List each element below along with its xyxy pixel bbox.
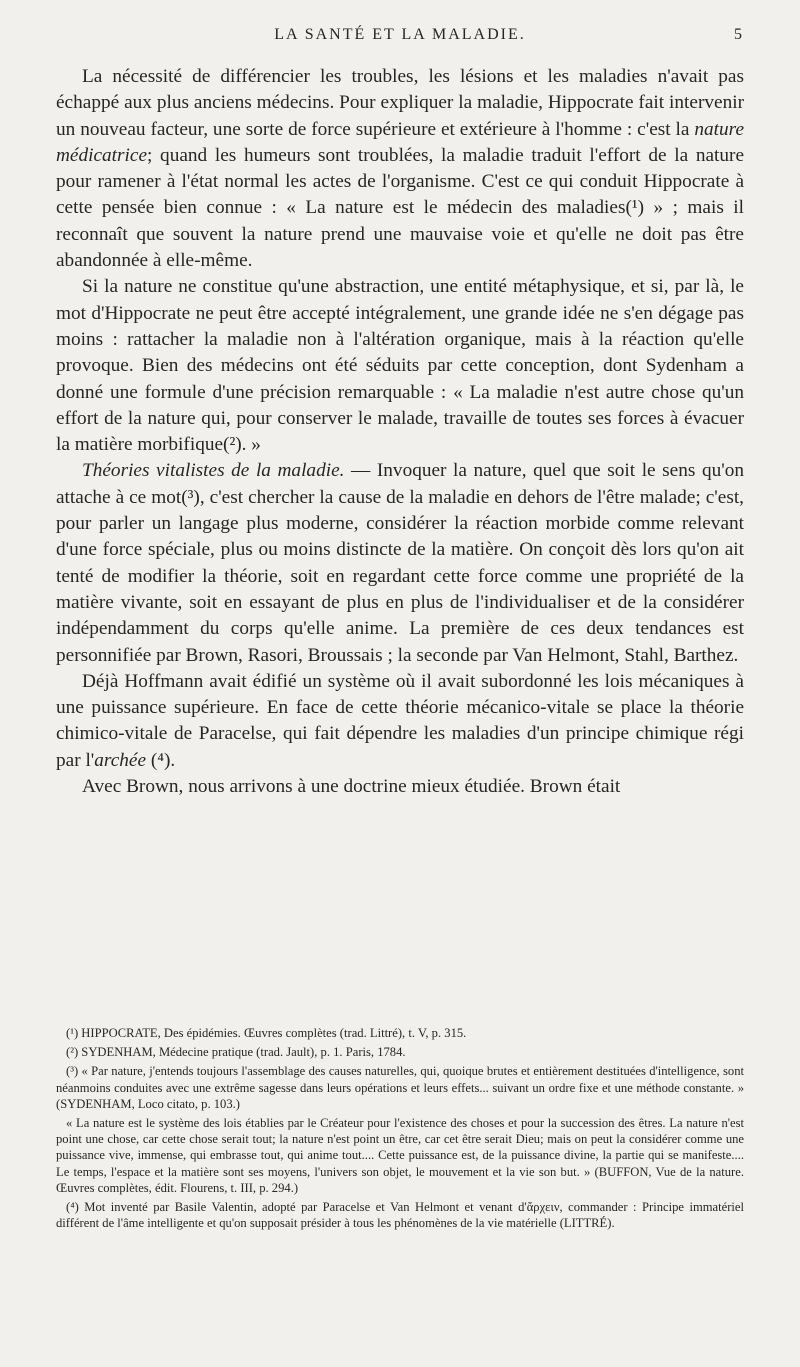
- main-text: [56, 64, 744, 800]
- footnote-3: (³) « Par nature, j'entends toujours l'assemblage des causes naturelles, qui, quoique brutes et entièrement destituées d'intelligence, sont néanmoins conduites avec une extrême sagesse dans leurs opérations et leurs effets... suivant un ordre fixe et une méthode constante. » (SYDENHAM, Loco citato, p. 103.): [56, 1064, 744, 1111]
- footnote-4: (⁴) Mot inventé par Basile Valentin, adopté par Paracelse et Van Helmont et venant d'ἄρχειν, commander : Principe immatériel différent de l'âme intelligente et qu'on supposait présider à tous les phénomènes de la vie matérielle (LITTRÉ).: [56, 1200, 744, 1231]
- archee-term: archée: [94, 749, 147, 771]
- p4-text-a: Déjà Hoffmann avait édifié un système où il avait subordonné les lois mécaniques à une puissance supérieure. En face de cette théorie mécanico-vitale se place la théorie chimico-vitale de Paracelse, qui fait dépendre les maladies d'un principe chimique régi par l': [56, 670, 744, 771]
- paragraph-necessite: [56, 64, 744, 274]
- running-head: [0, 26, 800, 52]
- p3-text: — Invoquer la nature, quel que soit le sens qu'on attache à ce mot(³), c'est chercher la cause de la maladie en dehors de l'être malade; c'est, pour parler un langage plus moderne, considérer la réaction morbide comme relevant d'une force spéciale, plus ou moins distincte de la matière. On conçoit dès lors qu'on ait tenté de modifier la théorie, soit en regardant cette force comme une propriété de la matière vivante, soit en essayant de plus en plus de l'individualiser et de la considérer indépendamment du corps qu'elle anime. La première de ces deux tendances est personnifiée par Brown, Rasori, Broussais ; la seconde par Van Helmont, Stahl, Barthez.: [56, 460, 744, 666]
- paragraph-brown: Avec Brown, nous arrivons à une doctrine mieux étudiée. Brown était: [82, 776, 621, 798]
- paragraph-abstraction: Si la nature ne constitue qu'une abstraction, une entité métaphysique, et si, par là, le mot d'Hippocrate ne peut être accepté intégralement, une grande idée ne s'en dégage pas moins : rattacher la maladie non à l'altération organique, mais à la réaction qu'elle provoque. Bien des médecins ont été séduits par cette conception, dont Sydenham a donné une formule d'une précision remarquable : « La maladie n'est autre chose qu'un effort de la nature qui, pour conserver le malade, travaille de toutes ses forces à évacuer la matière morbifique(²). »: [56, 276, 744, 456]
- paragraph-hoffmann: [56, 669, 744, 774]
- section-heading: Théories vitalistes de la maladie.: [82, 460, 345, 482]
- p1-text-c: ; quand les humeurs sont troublées, la maladie traduit l'effort de la nature pour ramener à l'état normal les actes de l'organisme. C'est ce qui conduit Hippocrate à cette pensée bien connue : « La nature est le médecin des maladies(¹) » ; mais il reconnaît que souvent la nature prend une mauvaise voie et qu'elle ne doit pas être abandonnée à elle-même.: [56, 144, 744, 272]
- paragraph-theories-vitalistes: [56, 458, 744, 668]
- footnote-2: (²) SYDENHAM, Médecine pratique (trad. Jault), p. 1. Paris, 1784.: [66, 1045, 406, 1060]
- page-number: 5: [734, 26, 742, 43]
- footnote-3-continued: « La nature est le système des lois établies par le Créateur pour l'existence des choses et pour la succession des êtres. La nature n'est point une chose, car cette chose serait tout; la nature n'est point un être, car cet être serait Dieu; mais on peut la considérer comme une puissance vive, immense, qui embrasse tout, qui anime tout.... Cette puissance est, de la puissance divine, la partie qui se manifeste.... Le temps, l'espace et la matière sont ses moyens, l'univers son objet, le mouvement et la vie son but. » (BUFFON, Vue de la nature. Œuvres complètes, édit. Flourens, t. III, p. 294.): [56, 1116, 744, 1195]
- nature-medicatrice-term: nature médicatrice: [56, 118, 744, 166]
- p1-text-a: La nécessité de différencier les troubles, les lésions et les maladies n'avait pas échappé aux plus anciens médecins. Pour expliquer la maladie, Hippocrate fait intervenir un nouveau facteur, une sorte de force supérieure et extérieure à l'homme : c'est la: [56, 66, 744, 140]
- running-title: LA SANTÉ ET LA MALADIE.: [274, 26, 526, 43]
- footnotes: [56, 1025, 744, 1234]
- p4-text-c: (⁴).: [146, 749, 176, 771]
- footnote-1: (¹) HIPPOCRATE, Des épidémies. Œuvres complètes (trad. Littré), t. V, p. 315.: [66, 1026, 467, 1040]
